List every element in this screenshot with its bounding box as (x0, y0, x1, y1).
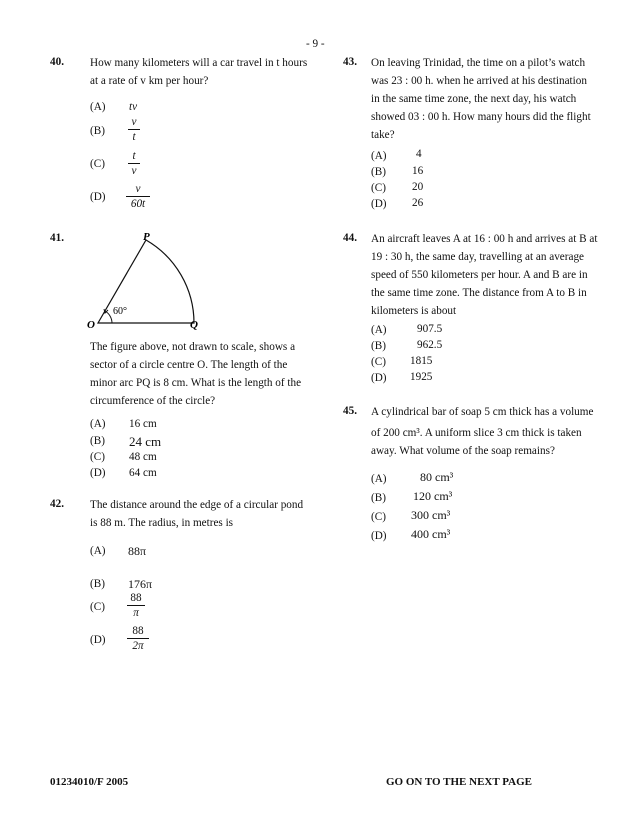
label-q: Q (190, 319, 198, 331)
q41-opt-d-value: 64 cm (129, 467, 157, 479)
angle-arc (105, 311, 112, 323)
q42-opt-a-value: 88π (128, 544, 147, 558)
q43-opt-b-value: 16 (412, 165, 424, 177)
q45-opt-a-value: 80 cm³ (420, 470, 454, 484)
q40-line2: at a rate of v km per hour? (90, 75, 209, 87)
q40-opt-b-fraction (128, 116, 140, 143)
q44-line3: speed of 550 kilometers per hour. A and B are in (371, 269, 588, 281)
q44-opt-c-label: (C) (371, 356, 386, 368)
q40-opt-a-value: tv (129, 101, 138, 113)
q44-line1: An aircraft leaves A at 16 : 00 h and arrives at B at (371, 233, 598, 245)
q43-line3: in the same time zone, the next day, his watch (371, 93, 577, 105)
q41-opt-b-value: 24 cm (129, 434, 162, 449)
q40-opt-d-label: (D) (90, 191, 106, 203)
q43-opt-b-label: (B) (371, 166, 386, 178)
q40-number: 40. (50, 56, 64, 68)
q43-opt-d-value: 26 (412, 197, 424, 209)
q44-opt-d-label: (D) (371, 372, 387, 384)
q44-opt-b-label: (B) (371, 340, 386, 352)
q44-opt-b-value: 962.5 (417, 339, 443, 351)
q45-opt-b-value: 120 cm³ (413, 489, 453, 503)
q42-opt-d-label: (D) (90, 634, 106, 646)
q42-stem (90, 496, 322, 532)
q42-opt-b-value: 176π (128, 577, 153, 591)
q43-opt-c-label: (C) (371, 182, 386, 194)
q45-line3: away. What volume of the soap remains? (371, 445, 555, 457)
q43-line5: take? (371, 129, 395, 141)
q40-opt-c-label: (C) (90, 158, 105, 170)
q43-opt-c-value: 20 (412, 181, 424, 193)
q43-opt-d-label: (D) (371, 198, 387, 210)
q45-opt-a-label: (A) (371, 473, 387, 485)
q42-opt-b-label: (B) (90, 578, 105, 590)
q40-opt-d-den: 60t (130, 198, 146, 210)
q41-opt-a-value: 16 cm (129, 418, 157, 430)
q42-opt-d-num: 88 (132, 625, 144, 637)
q44-line5: kilometers is about (371, 305, 457, 317)
q45-opt-c-value: 300 cm³ (411, 508, 451, 522)
q44-opt-c-value: 1815 (410, 355, 433, 367)
angle-label: 60° (113, 306, 127, 317)
q41-opt-b-label: (B) (90, 435, 105, 447)
q43-number: 43. (343, 56, 357, 68)
q44-number: 44. (343, 232, 357, 244)
q44-line2: 19 : 30 h, the same day, travelling at an average (371, 251, 584, 263)
q43-stem (371, 54, 603, 144)
page-number: - 9 - (306, 38, 325, 50)
q42-opt-a-label: (A) (90, 545, 106, 557)
q40-opt-d-fraction (126, 183, 150, 210)
q42-opt-c-label: (C) (90, 601, 105, 613)
q44-stem (371, 230, 603, 320)
q41-opt-a-label: (A) (90, 418, 106, 430)
q44-opt-a-value: 907.5 (417, 323, 443, 335)
q42-opt-c-fraction (127, 592, 145, 619)
q43-line4: showed 03 : 00 h. How many hours did the flight (371, 111, 591, 123)
q45-number: 45. (343, 405, 357, 417)
q42-opt-c-den: π (133, 607, 139, 619)
q40-opt-b-den: t (132, 131, 136, 143)
q45-opt-d-value: 400 cm³ (411, 527, 451, 541)
q45-line1: A cylindrical bar of soap 5 cm thick has a volume (371, 406, 594, 418)
q41-line4: circumference of the circle? (90, 395, 216, 407)
q40-opt-b-label: (B) (90, 125, 105, 137)
sector-figure (84, 228, 214, 333)
q40-opt-c-den: v (131, 165, 137, 177)
q43-line2: was 23 : 00 h. when he arrived at his destination (371, 75, 587, 87)
q41-line1: The figure above, not drawn to scale, shows a (90, 341, 296, 353)
q41-line3: minor arc PQ is 8 cm. What is the length of the (90, 377, 302, 389)
q41-line2: sector of a circle centre O. The length of the (90, 359, 288, 371)
q44-line4: the same time zone. The distance from A to B in (371, 287, 587, 299)
q40-opt-d-num: v (135, 183, 141, 195)
q45-opt-b-label: (B) (371, 492, 386, 504)
footer-next-page: GO ON TO THE NEXT PAGE (386, 776, 532, 788)
q40-opt-c-fraction (128, 150, 140, 177)
q44-opt-d-value: 1925 (410, 371, 433, 383)
q40-opt-b-num: v (131, 116, 137, 128)
q41-opt-d-label: (D) (90, 467, 106, 479)
q42-opt-d-fraction (127, 625, 149, 652)
q43-line1: On leaving Trinidad, the time on a pilot’s watch (371, 57, 586, 69)
q41-number: 41. (50, 232, 64, 244)
q45-line2: of 200 cm³. A uniform slice 3 cm thick is taken (371, 427, 582, 439)
q45-stem (371, 403, 603, 460)
q41-opt-c-value: 48 cm (129, 451, 157, 463)
q40-line1: How many kilometers will a car travel in t hours (90, 57, 308, 69)
q40-opt-c-num: t (132, 150, 136, 162)
q40-opt-a-label: (A) (90, 101, 106, 113)
q42-opt-c-num: 88 (130, 592, 142, 604)
label-o: O (87, 319, 95, 331)
footer-code: 01234010/F 2005 (50, 776, 129, 788)
label-p: P (143, 231, 150, 243)
q43-opt-a-value: 4 (416, 148, 422, 160)
q42-number: 42. (50, 498, 64, 510)
q41-opt-c-label: (C) (90, 451, 105, 463)
q45-opt-d-label: (D) (371, 530, 387, 542)
q45-opt-c-label: (C) (371, 511, 386, 523)
q42-opt-d-den: 2π (132, 640, 144, 652)
q44-opt-a-label: (A) (371, 324, 387, 336)
q43-opt-a-label: (A) (371, 150, 387, 162)
q42-line1: The distance around the edge of a circular pond (90, 499, 304, 511)
q41-stem (90, 338, 322, 410)
q42-line2: is 88 m. The radius, in metres is (90, 517, 234, 529)
q40-stem (90, 54, 320, 90)
